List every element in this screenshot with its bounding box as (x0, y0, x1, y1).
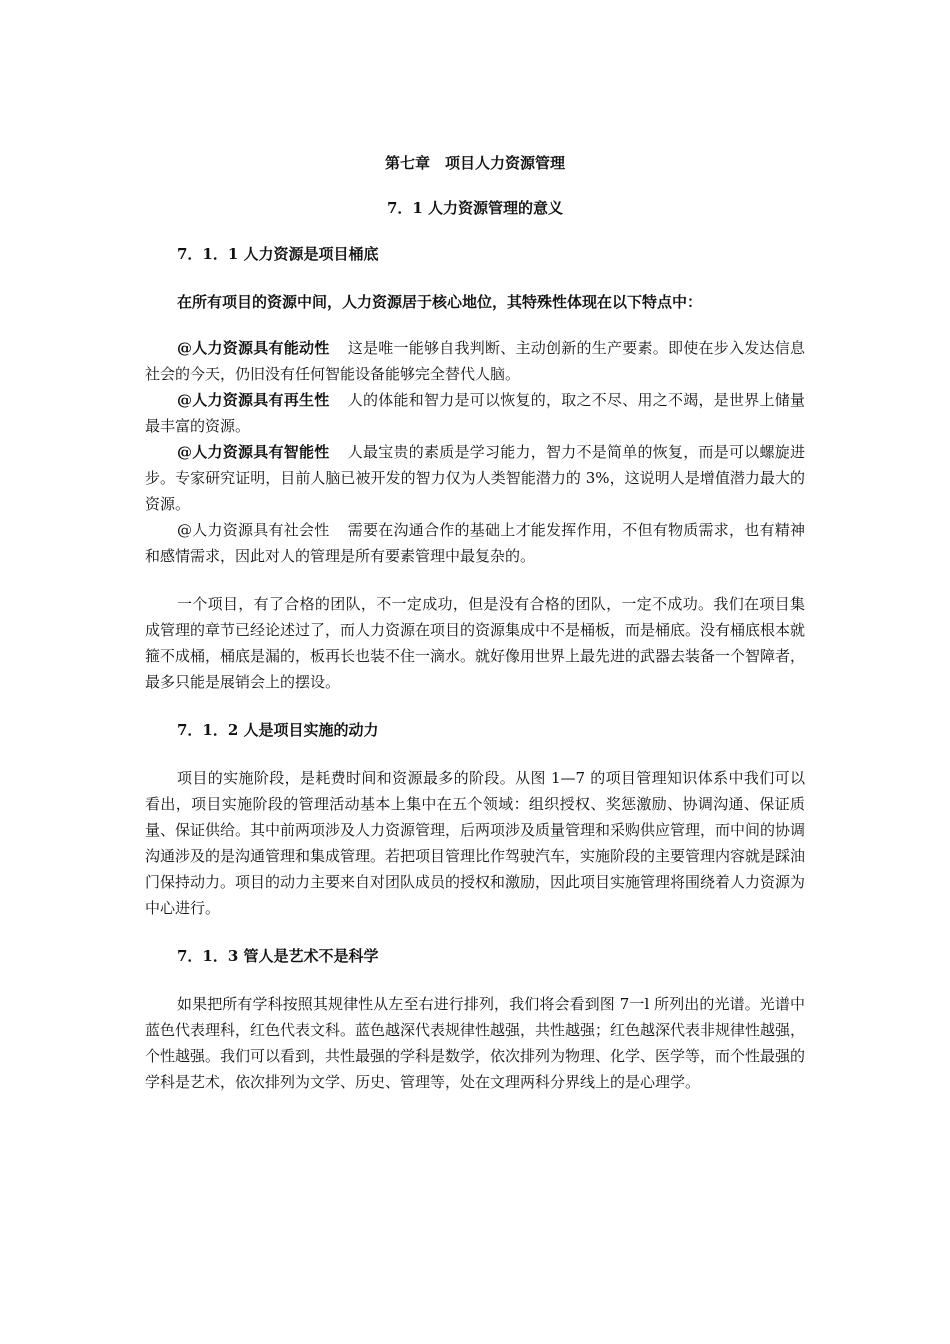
document-page (145, 150, 805, 1095)
list-item-social (145, 517, 805, 569)
list-item-term: @人力资源具有再生性 (177, 391, 330, 409)
list-item-term: @人力资源具有社会性 (177, 521, 330, 539)
section-title: 7．1 人力资源管理的意义 (386, 199, 564, 217)
list-item-text: 人最宝贵的素质是学习能力，智力不是简单的恢复，而是可以螺旋进步。专家研究证明，目前人脑已被开发的智力仅为人类智能潜力的 3%，这说明人是增值潜力最大的资源。 (145, 443, 805, 513)
list-item-term: @人力资源具有能动性 (177, 339, 330, 357)
subsection-heading-2: 7．1．2 人是项目实施的动力 (177, 721, 379, 739)
intro-paragraph: 在所有项目的资源中间，人力资源居于核心地位，其特殊性体现在以下特点中： (177, 293, 703, 311)
list-item-text: 需要在沟通合作的基础上才能发挥作用，不但有物质需求，也有精神和感情需求，因此对人的管理是所有要素管理中最复杂的。 (145, 521, 805, 565)
list-item-renewable (145, 387, 805, 439)
list-item-initiative (145, 335, 805, 387)
subsection-heading-3: 7．1．3 管人是艺术不是科学 (177, 947, 379, 965)
chapter-title: 第七章 项目人力资源管理 (384, 154, 565, 172)
body-paragraph-3: 如果把所有学科按照其规律性从左至右进行排列，我们将会看到图 7一l 所列出的光谱。光谱中蓝色代表理科，红色代表文科。蓝色越深代表规律性越强，共性越强；红色越深代表非规律性越强，个性越强。我们可以看到，共性最强的学科是数学，依次排列为物理、化学、医学等，而个性最强的学科是艺术，依次排列为文学、历史、管理等，处在文理两科分界线上的是心理学。 (145, 995, 806, 1091)
list-item-term: @人力资源具有智能性 (177, 443, 330, 461)
subsection-heading-1: 7．1．1 人力资源是项目桶底 (177, 245, 379, 263)
list-item-text: 人的体能和智力是可以恢复的，取之不尽、用之不竭，是世界上储量最丰富的资源。 (145, 391, 805, 435)
body-paragraph-2: 项目的实施阶段，是耗费时间和资源最多的阶段。从图 1—7 的项目管理知识体系中我们可以看出，项目实施阶段的管理活动基本上集中在五个领域：组织授权、奖惩激励、协调沟通、保证质量、保证供给。其中前两项涉及人力资源管理，后两项涉及质量管理和采购供应管理，而中间的协调沟通涉及的是沟通管理和集成管理。若把项目管理比作驾驶汽车，实施阶段的主要管理内容就是踩油门保持动力。项目的动力主要来自对团队成员的授权和激励，因此项目实施管理将围绕着人力资源为中心进行。 (145, 769, 806, 917)
body-paragraph-1: 一个项目，有了合格的团队，不一定成功，但是没有合格的团队，一定不成功。我们在项目集成管理的章节已经论述过了，而人力资源在项目的资源集成中不是桶板，而是桶底。没有桶底根本就箍不成桶，桶底是漏的，板再长也装不住一滴水。就好像用世界上最先进的武器去装备一个智障者，最多只能是展销会上的摆设。 (145, 595, 806, 691)
list-item-text: 这是唯一能够自我判断、主动创新的生产要素。即使在步入发达信息社会的今天，仍旧没有任何智能设备能够完全替代人脑。 (145, 339, 805, 383)
list-item-intelligence (145, 439, 805, 517)
